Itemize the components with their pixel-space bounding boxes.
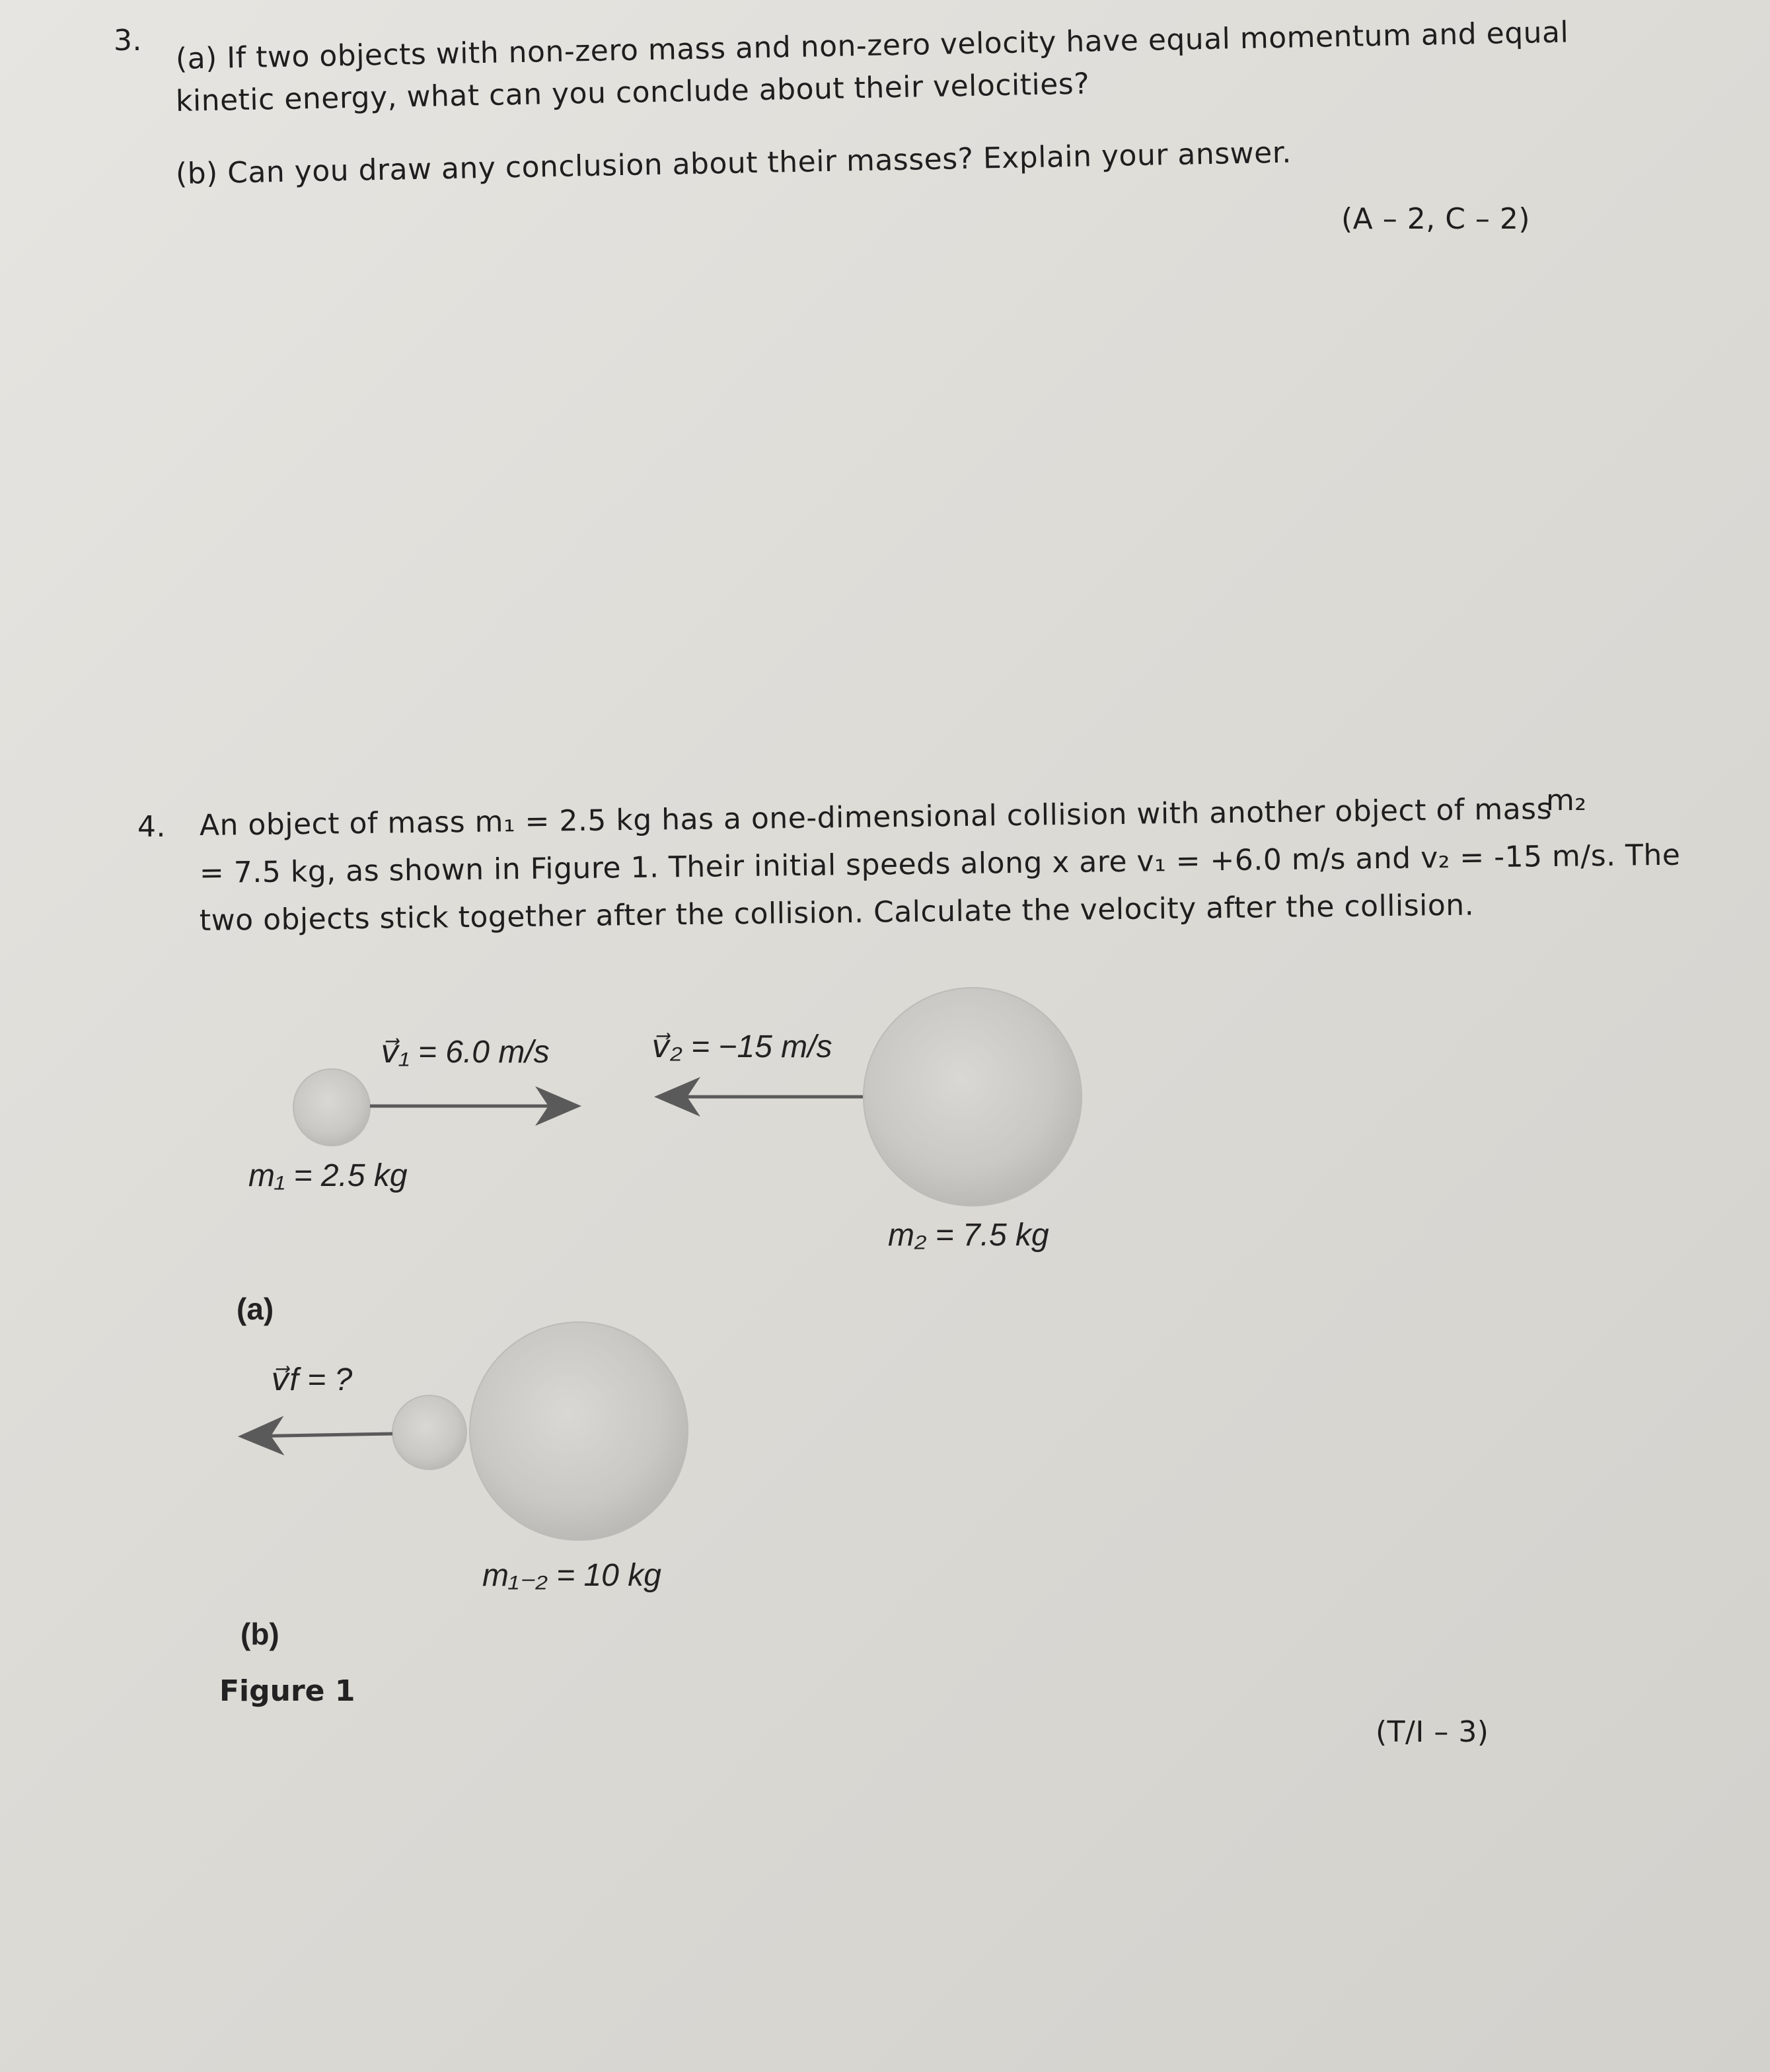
question-3-number: 3.: [114, 24, 142, 57]
ball-m1: [293, 1069, 370, 1146]
ball-combined-small: [392, 1395, 466, 1469]
question-3-marks: (A – 2, C – 2): [1341, 202, 1531, 236]
part-b-label: (b): [240, 1617, 279, 1651]
vf-label: v⃗f = ?: [271, 1362, 353, 1397]
v2-label: v⃗₂ = −15 m/s: [651, 1029, 832, 1064]
question-3-part-a-line-1: (a) If two objects with non-zero mass and non-zero velocity have equal momentum and equal: [175, 15, 1569, 76]
m2-label: m₂ = 7.5 kg: [888, 1218, 1049, 1253]
m12-label: m₁₋₂ = 10 kg: [482, 1558, 661, 1593]
part-a-label: (a): [237, 1292, 274, 1326]
question-4-line-1: An object of mass m₁ = 2.5 kg has a one-dimensional collision with another object of mass: [199, 792, 1553, 842]
ball-combined-large: [470, 1322, 688, 1540]
question-3-part-a-line-2: kinetic energy, what can you conclude about their velocities?: [175, 67, 1090, 118]
question-4-line-3: two objects stick together after the collision. Calculate the velocity after the collision.: [199, 888, 1475, 938]
v1-label: v⃗₁ = 6.0 m/s: [381, 1035, 550, 1070]
figure-caption: Figure 1: [219, 1674, 355, 1708]
question-4-number: 4.: [137, 810, 166, 844]
question-3-part-b: (b) Can you draw any conclusion about their masses? Explain your answer.: [175, 135, 1292, 191]
velocity-arrow-vf: [244, 1434, 392, 1436]
question-4-marks: (T/I – 3): [1376, 1715, 1489, 1749]
question-4-line-2: = 7.5 kg, as shown in Figure 1. Their initial speeds along x are v₁ = +6.0 m/s and v₂ = -15 m/s. The: [199, 838, 1681, 890]
ball-m2: [864, 988, 1082, 1206]
m1-label: m₁ = 2.5 kg: [248, 1158, 408, 1193]
question-4-line-1-end: m₂: [1546, 784, 1587, 817]
